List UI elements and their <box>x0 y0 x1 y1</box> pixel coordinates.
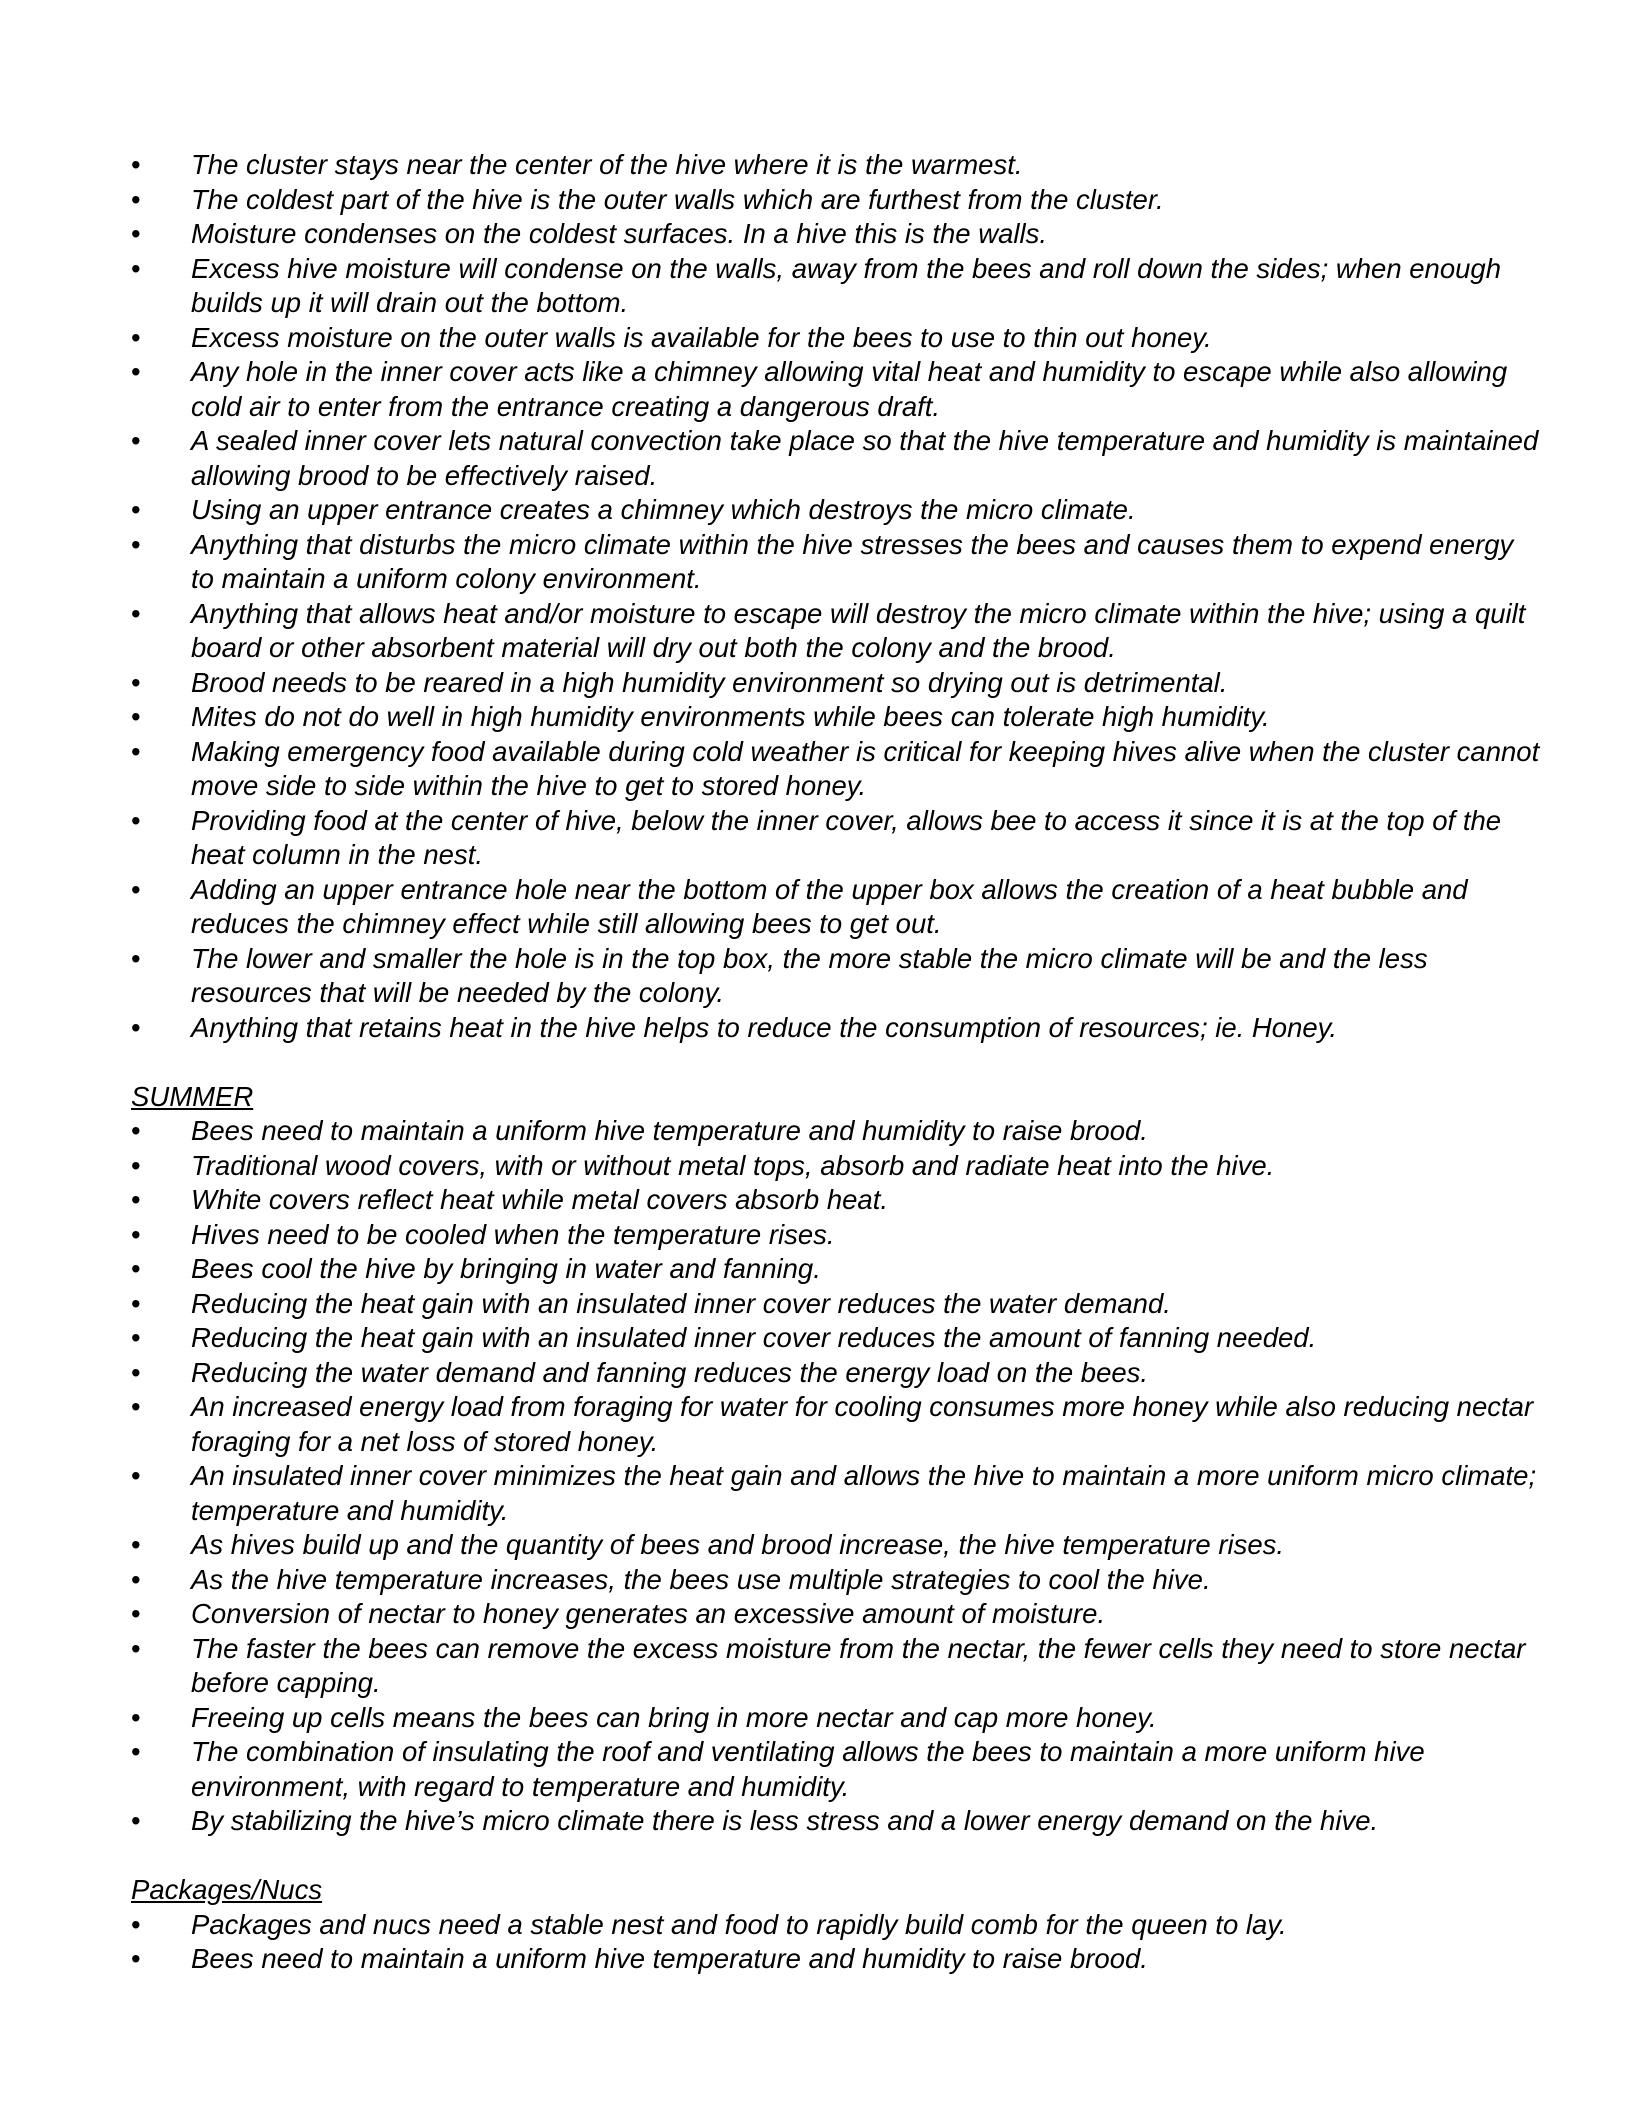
list-item <box>0 1632 1632 1701</box>
list-item-text: Providing food at the center of hive, below the inner cover, allows bee to access it since it is at the top of the heat column in the nest. <box>191 804 1502 870</box>
list-item-text: Conversion of nectar to honey generates an excessive amount of moisture. <box>191 1598 1106 1629</box>
bullet-marker: • <box>131 1322 141 1353</box>
bullet-marker: • <box>131 873 141 905</box>
list-item-text: The faster the bees can remove the excess moisture from the nectar, the fewer cells they need to store nectar before capping. <box>191 1632 1526 1698</box>
winter-bullet-list <box>0 148 1632 1045</box>
list-item-text: Mites do not do well in high humidity environments while bees can tolerate high humidity. <box>191 701 1270 732</box>
list-item <box>0 1597 1632 1632</box>
list-item-text: As hives build up and the quantity of bees and brood increase, the hive temperature rises. <box>191 1529 1285 1560</box>
list-item <box>0 1804 1632 1839</box>
bullet-marker: • <box>131 1701 141 1733</box>
list-item <box>0 1908 1632 1943</box>
list-item-text: Freeing up cells means the bees can bring in more nectar and cap more honey. <box>191 1701 1157 1733</box>
list-item-text: The lower and smaller the hole is in the top box, the more stable the micro climate will be and the less resources that will be needed by the colony. <box>191 942 1428 1008</box>
bullet-marker: • <box>131 1943 141 1974</box>
list-item <box>0 1528 1632 1563</box>
list-item-text: Bees need to maintain a uniform hive temperature and humidity to raise brood. <box>191 1943 1148 1974</box>
list-item <box>0 666 1632 701</box>
list-item-text: Packages and nucs need a stable nest and food to rapidly build comb for the queen to lay. <box>191 1908 1287 1940</box>
bullet-marker: • <box>131 1391 141 1422</box>
list-item-text: Making emergency food available during cold weather is critical for keeping hives alive when the cluster cannot move side to side within the hive to get to stored honey. <box>191 735 1540 801</box>
bullet-marker: • <box>131 425 141 456</box>
list-item-text: Moisture condenses on the coldest surfaces. In a hive this is the walls. <box>191 218 1047 249</box>
bullet-marker: • <box>131 1736 141 1767</box>
list-item <box>0 493 1632 528</box>
list-item-text: Anything that allows heat and/or moisture to escape will destroy the micro climate within the hive; using a quilt board or other absorbent material will dry out both the colony and the brood. <box>191 597 1526 663</box>
list-item-text: Adding an upper entrance hole near the bottom of the upper box allows the creation of a heat bubble and reduces the chimney effect while still allowing bees to get out. <box>191 873 1468 939</box>
list-item-text: Excess hive moisture will condense on the walls, away from the bees and roll down the sides; when enough builds up it will drain out the bottom. <box>191 252 1502 318</box>
list-item <box>0 424 1632 493</box>
bullet-marker: • <box>131 1287 141 1319</box>
list-item <box>0 735 1632 804</box>
section-gap <box>0 1045 1632 1080</box>
list-item-text: The coldest part of the hive is the outer walls which are furthest from the cluster. <box>191 183 1164 215</box>
list-item <box>0 1183 1632 1218</box>
list-item <box>0 1218 1632 1253</box>
list-item-text: Anything that retains heat in the hive helps to reduce the consumption of resources; ie. Honey. <box>191 1011 1338 1043</box>
bullet-marker: • <box>131 183 141 215</box>
list-item-text: Reducing the heat gain with an insulated inner cover reduces the water demand. <box>191 1287 1171 1319</box>
packages-bullet-list <box>0 1908 1632 1977</box>
bullet-marker: • <box>131 1184 141 1215</box>
section-gap <box>0 1839 1632 1874</box>
list-item <box>0 1149 1632 1184</box>
bullet-marker: • <box>131 218 141 249</box>
bullet-marker: • <box>131 735 141 767</box>
list-item <box>0 217 1632 252</box>
bullet-marker: • <box>131 666 141 698</box>
bullet-marker: • <box>131 149 141 180</box>
list-item <box>0 1011 1632 1046</box>
list-item-text: Brood needs to be reared in a high humidity environment so drying out is detrimental. <box>191 666 1228 698</box>
list-item <box>0 597 1632 666</box>
bullet-marker: • <box>131 1149 141 1181</box>
list-item <box>0 1356 1632 1391</box>
list-item <box>0 148 1632 183</box>
bullet-marker: • <box>131 1908 141 1940</box>
list-item-text: Bees need to maintain a uniform hive temperature and humidity to raise brood. <box>191 1115 1148 1146</box>
bullet-marker: • <box>131 1632 141 1664</box>
list-item-text: Anything that disturbs the micro climate within the hive stresses the bees and causes them to expend energy to maintain a uniform colony environment. <box>191 528 1514 594</box>
list-item <box>0 873 1632 942</box>
list-item-text: The cluster stays near the center of the hive where it is the warmest. <box>191 149 1023 180</box>
bullet-marker: • <box>131 1253 141 1284</box>
list-item <box>0 942 1632 1011</box>
bullet-marker: • <box>131 252 141 284</box>
bullet-marker: • <box>131 1356 141 1388</box>
list-item <box>0 700 1632 735</box>
list-item <box>0 1390 1632 1459</box>
list-item-text: Excess moisture on the outer walls is available for the bees to use to thin out honey. <box>191 321 1212 353</box>
list-item <box>0 1563 1632 1598</box>
summer-heading: SUMMER <box>131 1080 254 1112</box>
list-item-text: Traditional wood covers, with or without metal tops, absorb and radiate heat into the hive. <box>191 1149 1275 1181</box>
list-item <box>0 321 1632 356</box>
list-item-text: An increased energy load from foraging for water for cooling consumes more honey while also reducing nectar foraging for a net loss of stored honey. <box>191 1391 1534 1457</box>
summer-bullet-list <box>0 1114 1632 1839</box>
bullet-marker: • <box>131 1598 141 1629</box>
list-item <box>0 1735 1632 1804</box>
list-item-text: Reducing the water demand and fanning reduces the energy load on the bees. <box>191 1356 1149 1388</box>
list-item-text: An insulated inner cover minimizes the heat gain and allows the hive to maintain a more uniform micro climate; temperature and humidity. <box>191 1460 1537 1526</box>
bullet-marker: • <box>131 528 141 560</box>
bullet-marker: • <box>131 1460 141 1491</box>
list-item-text: Using an upper entrance creates a chimney which destroys the micro climate. <box>191 494 1136 525</box>
list-item <box>0 183 1632 218</box>
list-item <box>0 528 1632 597</box>
bullet-marker: • <box>131 321 141 353</box>
list-item-text: By stabilizing the hive’s micro climate there is less stress and a lower energy demand on the hive. <box>191 1805 1379 1836</box>
bullet-marker: • <box>131 804 141 836</box>
bullet-marker: • <box>131 1805 141 1836</box>
document-page <box>0 148 1632 1977</box>
list-item-text: Any hole in the inner cover acts like a chimney allowing vital heat and humidity to escape while also allowing cold air to enter from the entrance creating a dangerous draft. <box>191 356 1508 422</box>
list-item <box>0 1942 1632 1977</box>
list-item-text: Reducing the heat gain with an insulated inner cover reduces the amount of fanning needed. <box>191 1322 1317 1353</box>
list-item-text: Hives need to be cooled when the temperature rises. <box>191 1218 835 1250</box>
bullet-marker: • <box>131 494 141 525</box>
list-item <box>0 1321 1632 1356</box>
bullet-marker: • <box>131 356 141 387</box>
list-item <box>0 355 1632 424</box>
bullet-marker: • <box>131 1563 141 1595</box>
list-item <box>0 1252 1632 1287</box>
list-item-text: Bees cool the hive by bringing in water and fanning. <box>191 1253 821 1284</box>
bullet-marker: • <box>131 1011 141 1043</box>
list-item-text: A sealed inner cover lets natural convection take place so that the hive temperature and humidity is maintained allowing brood to be effectively raised. <box>191 425 1539 491</box>
list-item <box>0 1701 1632 1736</box>
bullet-marker: • <box>131 1218 141 1250</box>
bullet-marker: • <box>131 701 141 732</box>
bullet-marker: • <box>131 1529 141 1560</box>
list-item <box>0 804 1632 873</box>
packages-heading: Packages/Nucs <box>131 1874 323 1905</box>
list-item <box>0 1287 1632 1322</box>
bullet-marker: • <box>131 1115 141 1146</box>
list-item-text: The combination of insulating the roof and ventilating allows the bees to maintain a more uniform hive environment, with regard to temperature and humidity. <box>191 1736 1425 1802</box>
bullet-marker: • <box>131 597 141 629</box>
list-item-text: As the hive temperature increases, the bees use multiple strategies to cool the hive. <box>191 1563 1211 1595</box>
list-item-text: White covers reflect heat while metal covers absorb heat. <box>191 1184 888 1215</box>
list-item <box>0 1114 1632 1149</box>
bullet-marker: • <box>131 942 141 974</box>
list-item <box>0 1459 1632 1528</box>
list-item <box>0 252 1632 321</box>
